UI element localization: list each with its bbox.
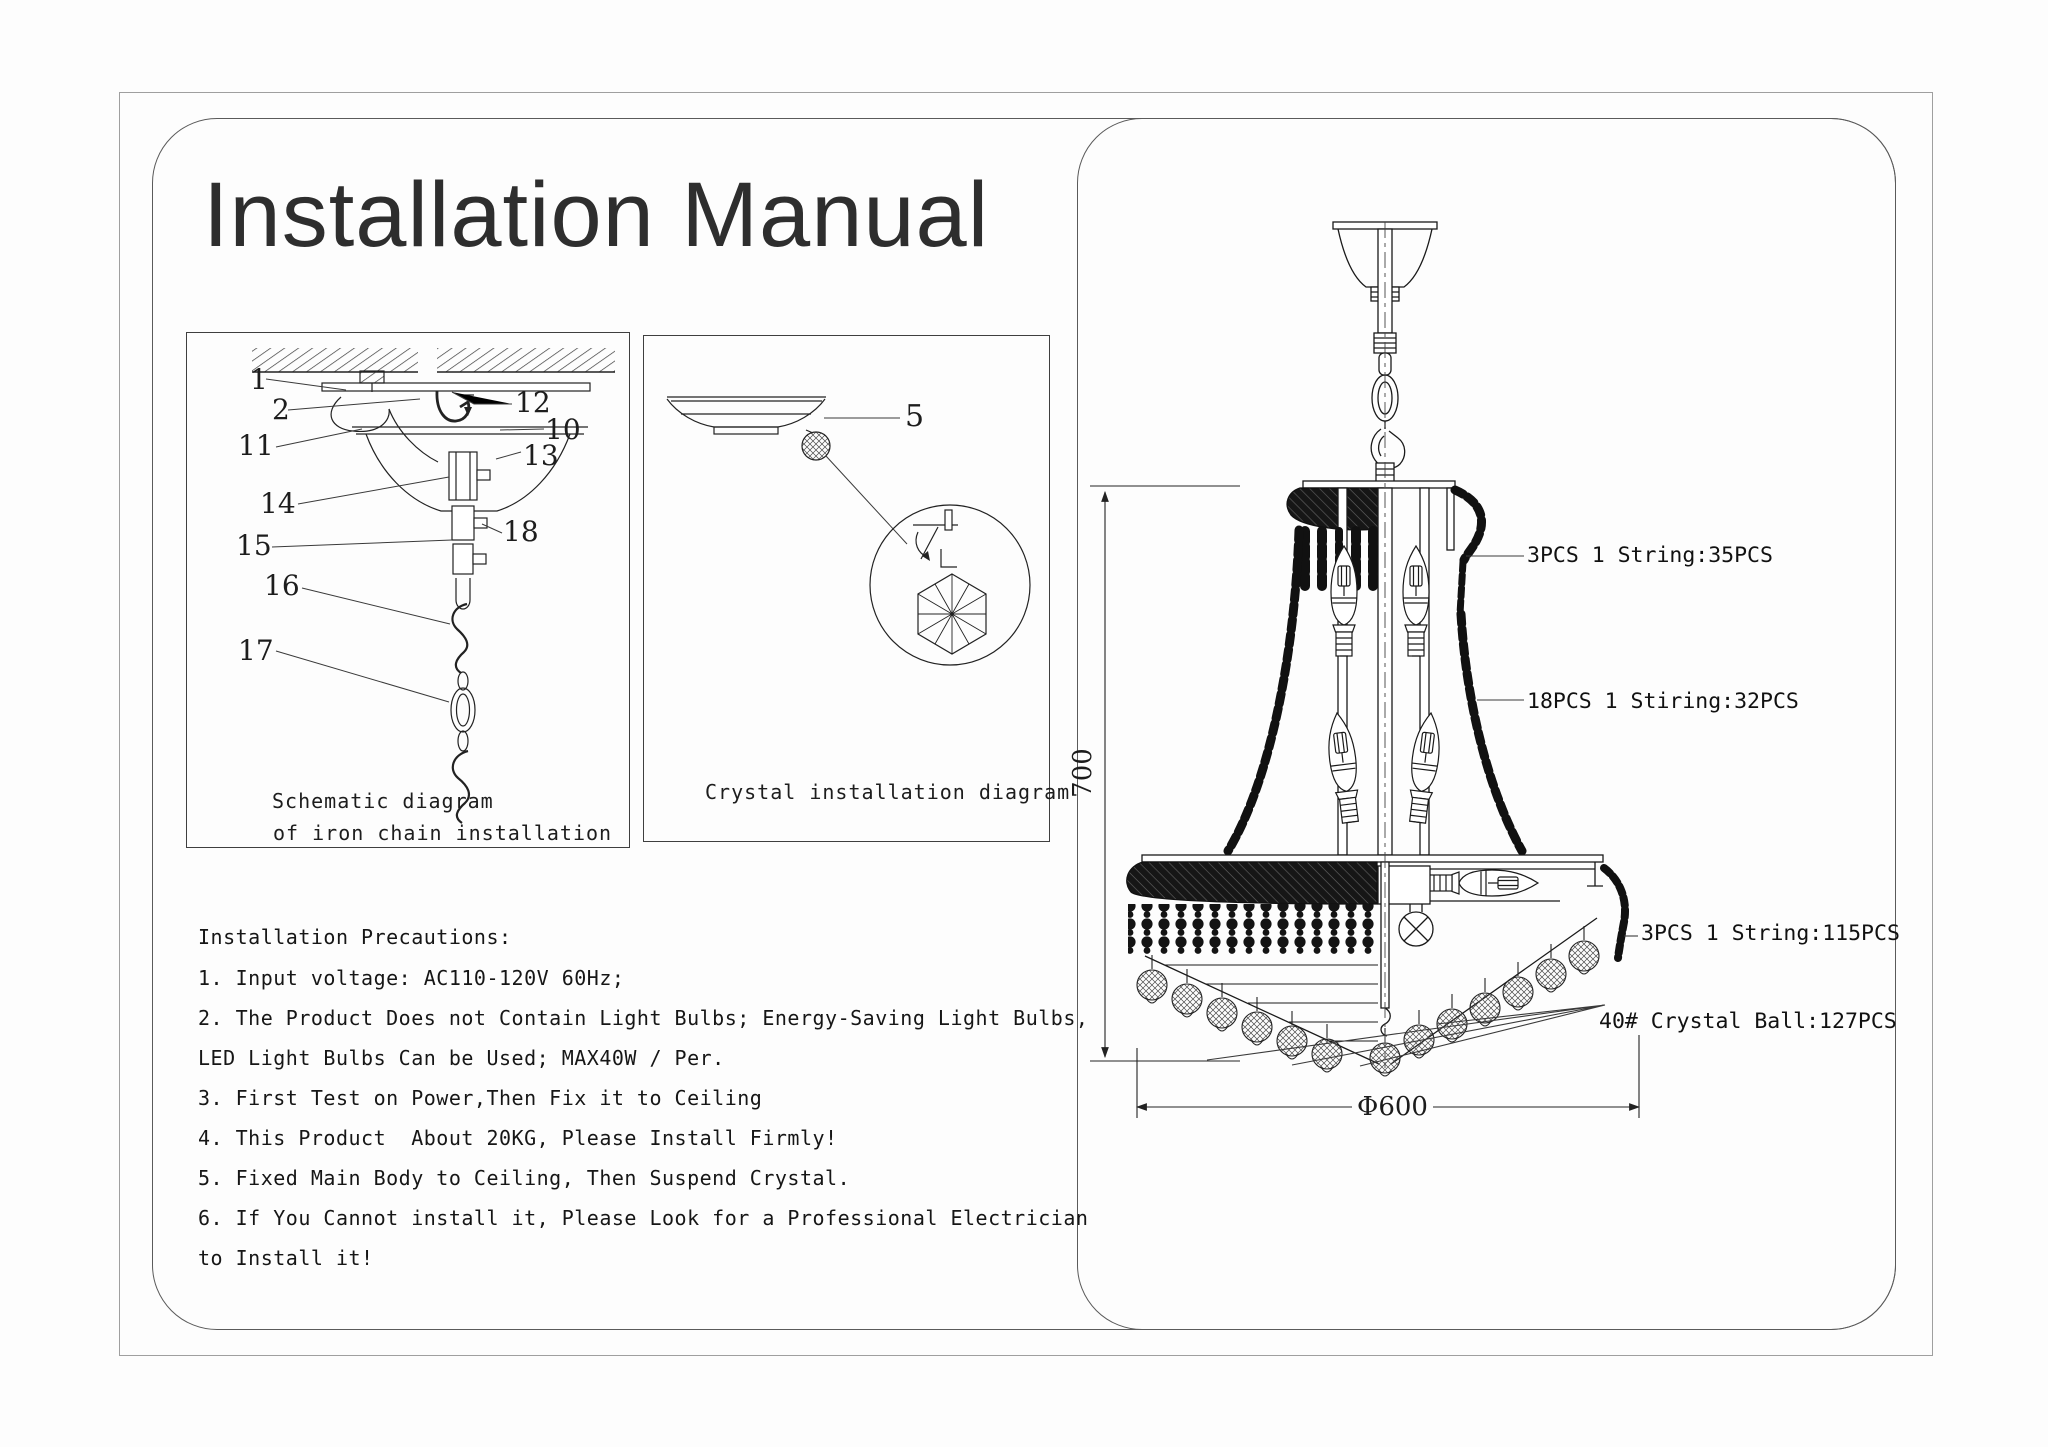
- crystal-caption: Crystal installation diagram: [705, 780, 1071, 804]
- part-label-14: 14: [260, 487, 296, 520]
- precautions-heading: Installation Precautions:: [198, 925, 512, 949]
- part-label-13: 13: [523, 439, 559, 472]
- callout-lower-string: 3PCS 1 String:115PCS: [1641, 921, 1900, 946]
- precaution-item-3: 3. First Test on Power,Then Fix it to Ceiling: [198, 1086, 763, 1110]
- height-dimension-label: 700: [1067, 748, 1098, 798]
- precaution-item-6: 6. If You Cannot install it, Please Look for a Professional Electrician: [198, 1206, 1089, 1230]
- part-label-11: 11: [238, 429, 274, 462]
- precaution-item-4: 4. This Product About 20KG, Please Install Firmly!: [198, 1126, 838, 1150]
- chandelier-drawing: [1077, 118, 1894, 1328]
- diameter-dimension-label: Φ600: [1352, 1094, 1433, 1120]
- callout-middle-string: 18PCS 1 Stiring:32PCS: [1527, 689, 1799, 714]
- precaution-item-6b: to Install it!: [198, 1246, 374, 1270]
- callout-top-string: 3PCS 1 String:35PCS: [1527, 543, 1773, 568]
- iron-chain-diagram-drawing: [186, 332, 628, 846]
- precaution-item-5: 5. Fixed Main Body to Ceiling, Then Suspend Crystal.: [198, 1166, 851, 1190]
- part-label-12: 12: [515, 386, 551, 419]
- crystal-diagram-drawing: [643, 335, 1048, 840]
- part-label-2: 2: [272, 393, 290, 426]
- part-label-10: 10: [545, 413, 581, 446]
- part-label-18: 18: [503, 515, 539, 548]
- callout-crystal-ball: 40# Crystal Ball:127PCS: [1599, 1009, 1897, 1034]
- part-label-15: 15: [236, 529, 272, 562]
- part-label-1: 1: [250, 363, 268, 396]
- iron-chain-caption-line1: Schematic diagram: [272, 789, 494, 813]
- page-title: Installation Manual: [203, 164, 990, 266]
- iron-chain-caption-line2: of iron chain installation: [273, 821, 613, 845]
- part-label-17: 17: [238, 634, 274, 667]
- part-label-16: 16: [264, 569, 300, 602]
- precaution-item-1: 1. Input voltage: AC110-120V 60Hz;: [198, 966, 625, 990]
- part-label-5: 5: [905, 399, 925, 434]
- precaution-item-2b: LED Light Bulbs Can be Used; MAX40W / Per.: [198, 1046, 725, 1070]
- precaution-item-2: 2. The Product Does not Contain Light Bulbs; Energy-Saving Light Bulbs,: [198, 1006, 1089, 1030]
